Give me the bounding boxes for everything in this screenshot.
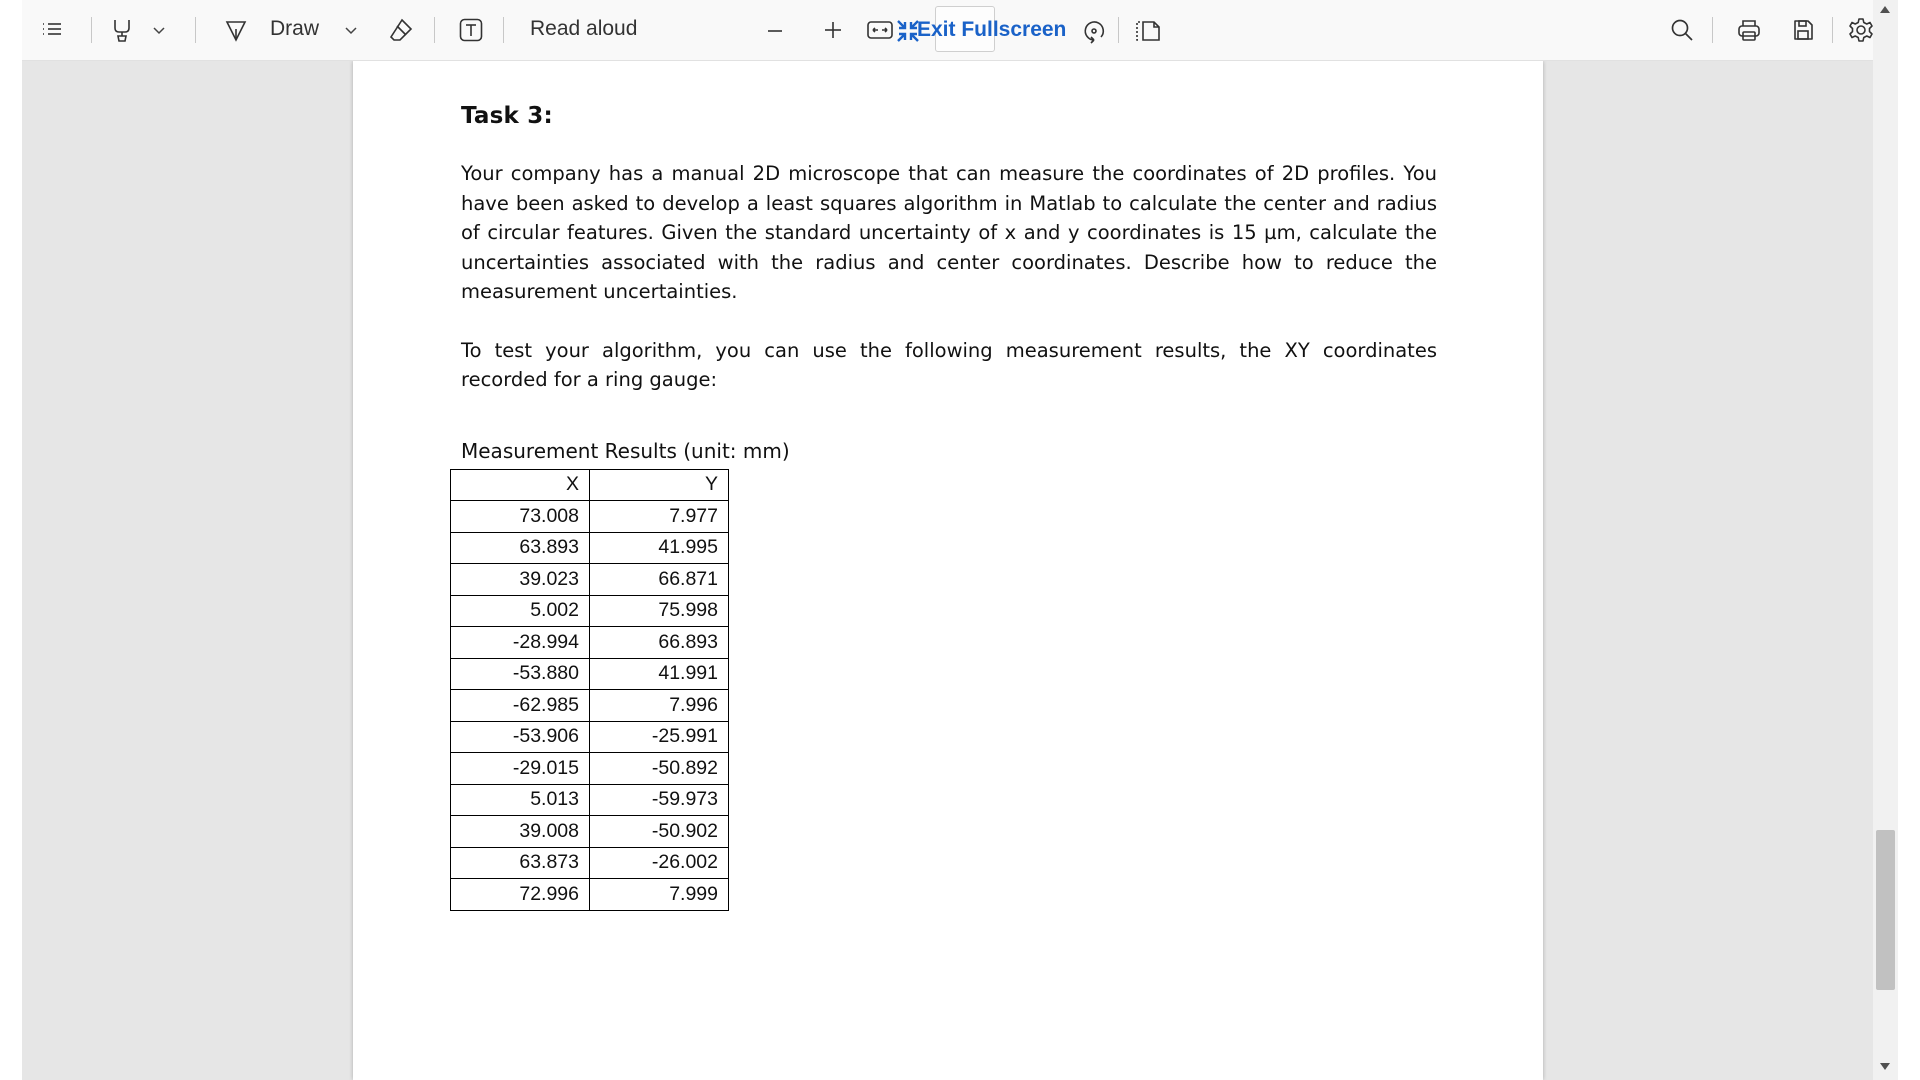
vertical-scrollbar[interactable] <box>1873 0 1898 1080</box>
rotate-icon[interactable] <box>1080 17 1108 45</box>
draw-pen-icon[interactable] <box>223 17 249 43</box>
print-icon[interactable] <box>1735 16 1763 44</box>
toolbar-divider <box>1118 17 1119 43</box>
x-value-cell: -62.985 <box>451 690 590 722</box>
document-viewport[interactable] <box>22 61 1873 1080</box>
y-value-cell: -59.973 <box>590 784 729 816</box>
x-value-cell: -53.906 <box>451 721 590 753</box>
draw-label[interactable]: Draw <box>270 17 320 40</box>
table-row <box>451 532 729 564</box>
pdf-page <box>353 61 1543 1080</box>
fit-to-width-icon[interactable] <box>866 17 894 43</box>
table-row <box>451 721 729 753</box>
x-value-cell: 5.002 <box>451 595 590 627</box>
highlight-icon[interactable] <box>108 16 136 44</box>
highlight-options-chevron-down-icon[interactable] <box>152 24 166 38</box>
toolbar-divider <box>91 17 92 43</box>
toolbar-divider <box>195 17 196 43</box>
table-row <box>451 847 729 879</box>
table-row <box>451 753 729 785</box>
window-right-margin <box>1898 0 1920 1080</box>
task-description-paragraph: Your company has a manual 2D microscope that can measure the coordinates of 2D profiles. You have been asked to develop a least squares algorithm in Matlab to calculate the center and radius of circular features. Given the standard uncertainty of x and y coordinates is 15 µm, calculate the uncertainties associated with the radius and center coordinates. Describe how to reduce the measurement uncertainties. <box>461 162 1437 303</box>
x-value-cell: 39.008 <box>451 816 590 848</box>
y-value-cell: 7.977 <box>590 501 729 533</box>
y-value-cell: 66.893 <box>590 627 729 659</box>
task-title: Task 3: <box>461 103 553 129</box>
toolbar-divider <box>1832 17 1833 43</box>
y-value-cell: 41.995 <box>590 532 729 564</box>
table-row <box>451 816 729 848</box>
measurement-results-table <box>450 469 729 911</box>
table-row <box>451 658 729 690</box>
x-value-cell: 73.008 <box>451 501 590 533</box>
column-header-x: X <box>451 469 590 501</box>
scroll-down-arrow-icon[interactable] <box>1880 1063 1890 1070</box>
toolbar-divider <box>434 17 435 43</box>
read-aloud-button[interactable]: Read aloud <box>530 17 638 40</box>
page-view-icon[interactable] <box>1134 17 1162 45</box>
x-value-cell: -29.015 <box>451 753 590 785</box>
x-value-cell: 63.893 <box>451 532 590 564</box>
table-header-row <box>451 469 729 501</box>
search-icon[interactable] <box>1668 16 1696 44</box>
y-value-cell: -50.902 <box>590 816 729 848</box>
add-text-icon[interactable] <box>458 17 484 43</box>
toolbar <box>22 0 1893 61</box>
table-row <box>451 595 729 627</box>
test-instructions-paragraph: To test your algorithm, you can use the following measurement results, the XY coordinates recorded for a ring gauge: <box>461 338 1437 391</box>
table-row <box>451 501 729 533</box>
table-body <box>451 501 729 911</box>
zoom-out-button[interactable] <box>763 18 787 42</box>
y-value-cell: 7.996 <box>590 690 729 722</box>
scroll-up-arrow-icon[interactable] <box>1880 6 1890 13</box>
settings-gear-icon[interactable] <box>1846 15 1876 45</box>
y-value-cell: -25.991 <box>590 721 729 753</box>
table-of-contents-icon[interactable] <box>40 18 64 42</box>
table-row <box>451 784 729 816</box>
toolbar-divider <box>1712 17 1713 43</box>
draw-options-chevron-down-icon[interactable] <box>344 24 358 38</box>
scrollbar-thumb[interactable] <box>1876 830 1895 990</box>
y-value-cell: -26.002 <box>590 847 729 879</box>
x-value-cell: 72.996 <box>451 879 590 911</box>
x-value-cell: 39.023 <box>451 564 590 596</box>
page-content <box>461 103 1437 911</box>
table-row <box>451 690 729 722</box>
exit-fullscreen-label[interactable]: Exit Fullscreen <box>917 18 1067 41</box>
x-value-cell: -28.994 <box>451 627 590 659</box>
toolbar-divider <box>503 17 504 43</box>
x-value-cell: -53.880 <box>451 658 590 690</box>
table-row <box>451 564 729 596</box>
y-value-cell: 41.991 <box>590 658 729 690</box>
y-value-cell: 66.871 <box>590 564 729 596</box>
window-left-margin <box>0 0 22 1080</box>
eraser-icon[interactable] <box>387 16 415 44</box>
zoom-in-button[interactable] <box>821 18 845 42</box>
save-icon[interactable] <box>1789 16 1817 44</box>
x-value-cell: 5.013 <box>451 784 590 816</box>
column-header-y: Y <box>590 469 729 501</box>
x-value-cell: 63.873 <box>451 847 590 879</box>
y-value-cell: -50.892 <box>590 753 729 785</box>
table-row <box>451 627 729 659</box>
y-value-cell: 7.999 <box>590 879 729 911</box>
table-caption: Measurement Results (unit: mm) <box>461 438 790 463</box>
y-value-cell: 75.998 <box>590 595 729 627</box>
table-row <box>451 879 729 911</box>
